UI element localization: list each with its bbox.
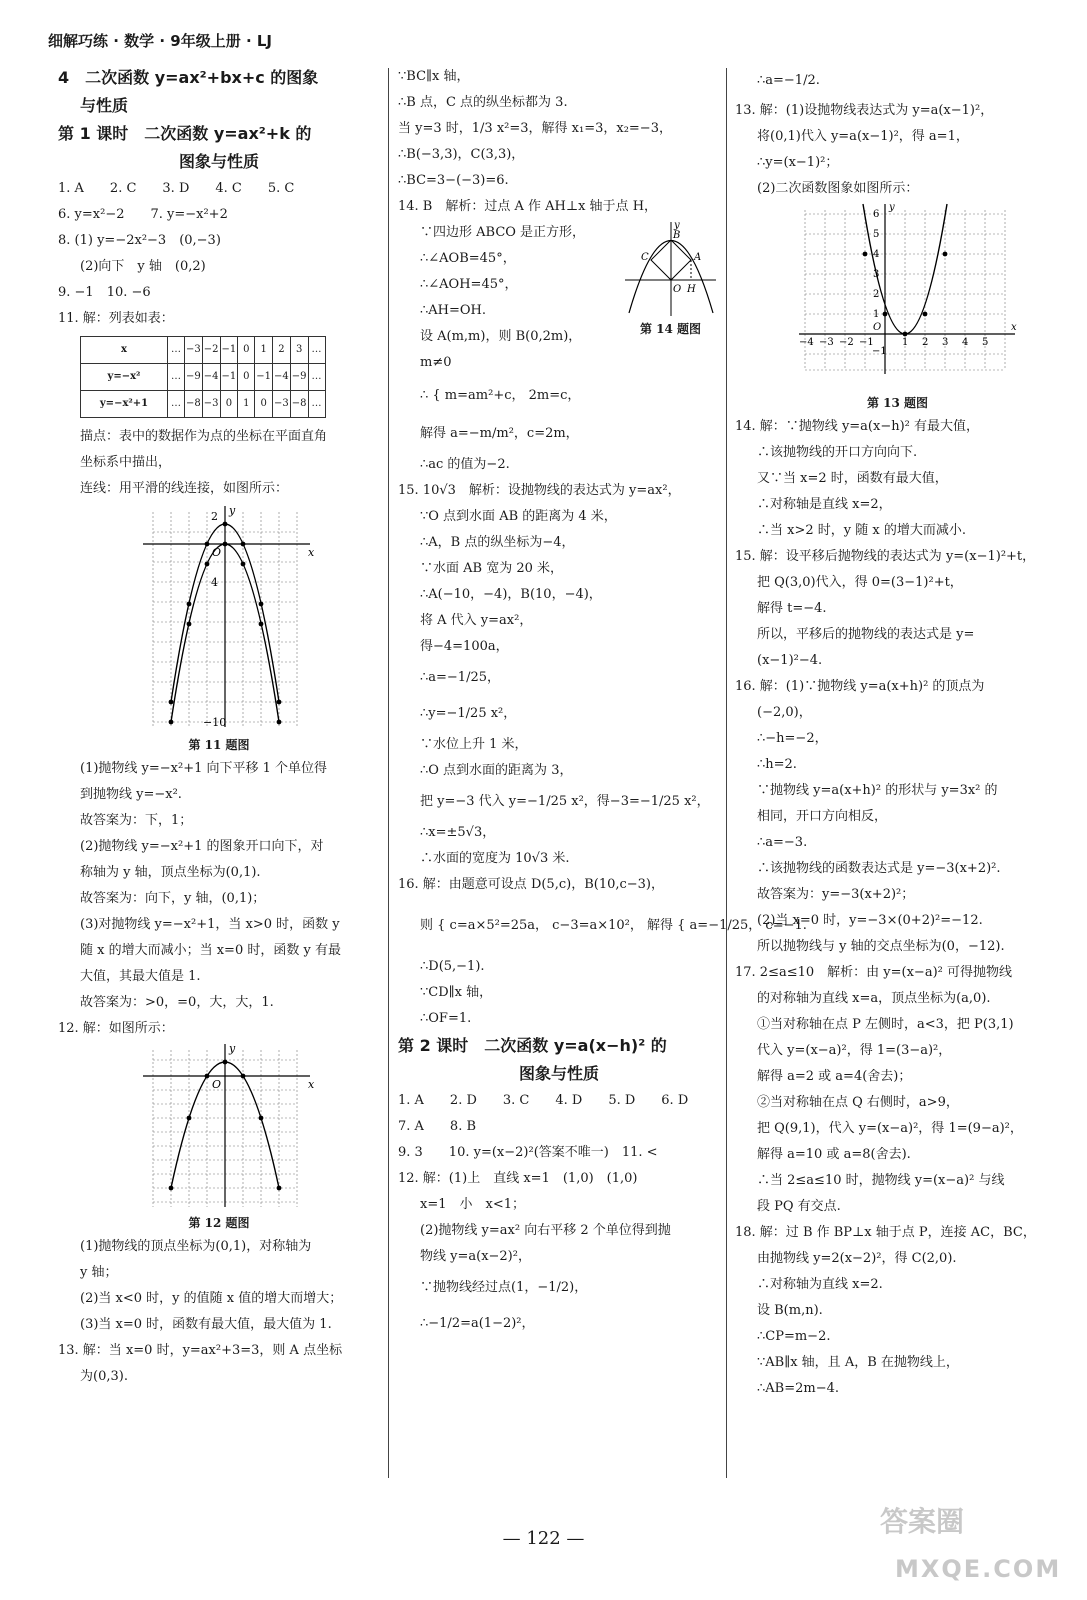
text-line: ∴该抛物线的开口方向向下. (757, 445, 918, 460)
text-line: 1. A 2. D 3. C 4. D 5. D 6. D (398, 1093, 689, 1108)
text-line: ∵水面 AB 宽为 20 米， (420, 561, 564, 576)
figure-caption: 第 14 题图 (639, 322, 702, 336)
table-cell: −1 (255, 364, 273, 391)
text-line: m≠0 (420, 355, 452, 370)
text-line: 解得 a=−m/m²，c=2m， (420, 426, 579, 441)
text-line: 将(0,1)代入 y=a(x−1)²，得 a=1， (757, 129, 969, 144)
text-line: ∵AB∥x 轴，且 A，B 在抛物线上， (757, 1355, 959, 1370)
table-row (81, 337, 326, 364)
table-cell: −4 (202, 364, 220, 391)
table-cell: −9 (290, 364, 308, 391)
text-line: ∴y=−1/25 x²， (420, 706, 517, 721)
text-line: 相同，开口方向相反， (757, 809, 888, 824)
text-line: ∴AB=2m−4. (757, 1381, 839, 1396)
text-line: (3)当 x=0 时，函数有最大值，最大值为 1. (80, 1317, 332, 1332)
text-line: 13. 解：(1)设抛物线表达式为 y=a(x−1)²， (735, 103, 994, 118)
y-axis-label: y (229, 1042, 236, 1055)
page-header: 细解巧练 · 数学 · 9年级上册 · LJ (48, 32, 273, 50)
table-header: y=−x²+1 (81, 391, 168, 418)
origin-label: O (873, 322, 882, 333)
figure-caption: 第 11 题图 (188, 738, 250, 752)
text-line: ∴A，B 点的纵坐标为−4， (420, 535, 575, 550)
figure-12 (58, 1042, 380, 1212)
text-line: 9. −1 10. −6 (58, 285, 151, 300)
y-tick-label: 4 (873, 249, 880, 260)
text-line: 段 PQ 有交点. (757, 1199, 841, 1214)
text-line: 由抛物线 y=2(x−2)²，得 C(2,0). (757, 1251, 957, 1266)
text-line: 12. 解：如图所示： (58, 1021, 174, 1036)
table-cell: −1 (220, 364, 238, 391)
text-line: 所以，平移后的抛物线的表达式是 y= (757, 627, 975, 642)
text-line: ∴D(5,−1). (420, 959, 485, 974)
y-tick-label: 2 (211, 510, 218, 523)
text-line: ∴a=−1/2. (757, 73, 820, 88)
text-line: 设 B(m,n). (757, 1303, 823, 1318)
table-cell: … (308, 337, 325, 364)
table-cell: … (308, 364, 325, 391)
watermark-logo: 答案圈 (880, 1505, 965, 1538)
x-tick-label: −2 (839, 337, 854, 348)
text-line: (1)抛物线的顶点坐标为(0,1)，对称轴为 (80, 1239, 312, 1254)
y-tick-label: 5 (873, 229, 880, 240)
text-line: ∵抛物线经过点(1，−1/2)， (420, 1280, 588, 1295)
text-line: ∴AH=OH. (420, 303, 487, 318)
text-line: 故答案为：向下，y 轴，(0,1)； (80, 891, 266, 906)
table-cell: 0 (238, 364, 255, 391)
text-line: ∴ { m=am²+c， 2m=c， (420, 388, 581, 403)
text-line: ∴−1/2=a(1−2)²， (420, 1316, 535, 1331)
text-line: ∴ac 的值为−2. (420, 457, 510, 472)
text-line: 解得 a=10 或 a=8(舍去). (757, 1147, 911, 1162)
text-line: ∴x=±5√3， (420, 825, 496, 840)
point-label: B (673, 230, 681, 241)
text-line: ∴a=−3. (757, 835, 808, 850)
text-line: 故答案为：>0，=0，大，大，1. (80, 995, 274, 1010)
table-cell: −8 (290, 391, 308, 418)
point-label: O (673, 284, 682, 295)
text-line: (2)抛物线 y=ax² 向右平移 2 个单位得到抛 (420, 1223, 671, 1238)
x-tick-label: 1 (902, 337, 909, 348)
text-line: 7. A 8. B (398, 1119, 477, 1134)
text-line: ∴a=−1/25， (420, 670, 500, 685)
section-title: 4 二次函数 y=ax²+bx+c 的图象 (58, 68, 319, 87)
x-tick-label: 3 (942, 337, 949, 348)
text-line: 故答案为：y=−3(x+2)²； (757, 887, 915, 902)
figure-14 (623, 218, 718, 318)
text-line: 16. 解：由题意可设点 D(5,c)，B(10,c−3)， (398, 877, 665, 892)
text-line: ∴BC=3−(−3)=6. (398, 173, 509, 188)
text-line: ∴当 x>2 时，y 随 x 的增大而减小. (757, 523, 966, 538)
text-line: (3)对抛物线 y=−x²+1，当 x>0 时，函数 y (80, 917, 340, 932)
column-1 (58, 64, 380, 1390)
x-tick-label: −4 (799, 337, 814, 348)
y-tick-label: 3 (873, 269, 880, 280)
text-line: ∴−h=−2， (757, 731, 828, 746)
text-line: 称轴为 y 轴，顶点坐标为(0,1). (80, 865, 261, 880)
text-line: 设 A(m,m)，则 B(0,2m)， (420, 329, 582, 344)
text-line: ∴∠AOB=45°， (420, 251, 516, 266)
text-line: ②当对称轴在点 Q 右侧时，a>9， (757, 1095, 959, 1110)
text-line: ∴h=2. (757, 757, 797, 772)
table-cell: 0 (238, 337, 255, 364)
figure-14-wrap (623, 218, 718, 340)
text-line: y 轴； (80, 1265, 118, 1280)
figure-caption: 第 12 题图 (188, 1216, 250, 1230)
text-line: 把 y=−3 代入 y=−1/25 x²，得−3=−1/25 x²， (420, 794, 710, 809)
text-line: (−2,0)， (757, 705, 812, 720)
x-tick-label: 2 (922, 337, 929, 348)
text-line: ∴CP=m−2. (757, 1329, 831, 1344)
text-line: 得−4=100a， (420, 639, 509, 654)
x-axis-label: x (308, 1078, 315, 1091)
text-line: 代入 y=(x−a)²，得 1=(3−a)²， (757, 1043, 952, 1058)
table-cell: −1 (220, 337, 238, 364)
column-divider-2 (726, 68, 727, 1478)
lesson-title-cont: 图象与性质 (518, 1064, 599, 1083)
text-line: 14. 解：∵抛物线 y=a(x−h)² 有最大值， (735, 419, 980, 434)
page-number: — 122 — (502, 1528, 585, 1549)
text-line: 的对称轴为直线 x=a，顶点坐标为(a,0). (757, 991, 991, 1006)
value-table (80, 336, 326, 418)
text-line: 故答案为：下，1； (80, 813, 193, 828)
watermark-url: MXQE.COM (895, 1555, 1062, 1583)
table-cell: … (308, 391, 325, 418)
table-cell: 1 (238, 391, 255, 418)
text-line: (2)抛物线 y=−x²+1 的图象开口向下，对 (80, 839, 324, 854)
text-line: 16. 解：(1)∵抛物线 y=a(x+h)² 的顶点为 (735, 679, 985, 694)
x-axis-label: x (1011, 322, 1017, 333)
text-line: (1)抛物线 y=−x²+1 向下平移 1 个单位得 (80, 761, 328, 776)
text-line: 11. 解：列表如表： (58, 311, 174, 326)
x-axis-label: x (308, 546, 315, 559)
text-line: ∴B(−3,3)，C(3,3)， (398, 147, 525, 162)
table-cell: 3 (290, 337, 308, 364)
text-line: ∴对称轴为直线 x=2. (757, 1277, 883, 1292)
text-line: 则 { c=a×5²=25a， c−3=a×10²， 解得 { a=−1/25， c=−1. (420, 918, 807, 933)
text-line: ∴对称轴是直线 x=2， (757, 497, 892, 512)
table-cell: … (168, 391, 185, 418)
table-header: x (81, 337, 168, 364)
table-cell: −3 (185, 337, 203, 364)
y-tick-label: −10 (203, 716, 227, 729)
y-axis-label: y (674, 220, 680, 231)
x-tick-label: −1 (859, 337, 874, 348)
text-line: (2)二次函数图象如图所示： (757, 181, 919, 196)
y-axis-label: y (889, 202, 895, 213)
x-tick-label: 4 (962, 337, 969, 348)
table-row (81, 364, 326, 391)
lesson-title: 第 1 课时 二次函数 y=ax²+k 的 (58, 124, 312, 143)
table-cell: … (168, 364, 185, 391)
text-line: 把 Q(9,1)，代入 y=(x−a)²，得 1=(9−a)²， (757, 1121, 1023, 1136)
x-tick-label: −3 (819, 337, 834, 348)
point-label: C (641, 252, 649, 263)
text-line: ①当对称轴在点 P 左侧时，a<3，把 P(3,1) (757, 1017, 1014, 1032)
figure-11 (58, 502, 380, 734)
x-tick-label: 5 (982, 337, 989, 348)
text-line: ∴该抛物线的函数表达式是 y=−3(x+2)². (757, 861, 1001, 876)
text-line: (x−1)²−4. (757, 653, 823, 668)
origin-label: O (212, 1078, 222, 1091)
table-cell: 2 (273, 337, 291, 364)
figure-13 (735, 202, 1060, 392)
table-cell: 0 (255, 391, 273, 418)
text-line: ∴O 点到水面的距离为 3， (420, 763, 573, 778)
text-line: 物线 y=a(x−2)²， (420, 1249, 531, 1264)
figure-caption: 第 13 题图 (866, 396, 929, 410)
text-line: 解得 t=−4. (757, 601, 827, 616)
table-row (81, 391, 326, 418)
text-line: 15. 解：设平移后抛物线的表达式为 y=(x−1)²+t， (735, 549, 1036, 564)
text-line: 8. (1) y=−2x²−3 (0,−3) (58, 233, 221, 248)
text-line: 又∵当 x=2 时，函数有最大值， (757, 471, 948, 486)
text-line: 1. A 2. C 3. D 4. C 5. C (58, 181, 295, 196)
text-line: 17. 2≤a≤10 解析：由 y=(x−a)² 可得抛物线 (735, 965, 1012, 980)
text-line: 解得 a=2 或 a=4(舍去)； (757, 1069, 912, 1084)
text-line: 13. 解：当 x=0 时，y=ax²+3=3，则 A 点坐标 (58, 1343, 343, 1358)
table-header: y=−x² (81, 364, 168, 391)
y-axis-label: y (229, 504, 236, 517)
table-cell: −8 (185, 391, 203, 418)
text-line: 随 x 的增大而减小；当 x=0 时，函数 y 有最 (80, 943, 341, 958)
table-cell: −4 (273, 364, 291, 391)
text-line: ∵四边形 ABCO 是正方形， (420, 225, 586, 240)
text-line: 大值，其最大值是 1. (80, 969, 201, 984)
table-cell: −3 (202, 391, 220, 418)
text-line: ∵CD∥x 轴， (420, 985, 493, 1000)
text-line: ∴水面的宽度为 10√3 米. (420, 851, 570, 866)
lesson-title-cont: 图象与性质 (178, 152, 259, 171)
text-line: (2)当 x=0 时，y=−3×(0+2)²=−12. (757, 913, 983, 928)
text-line: ∴∠AOH=45°， (420, 277, 518, 292)
text-line: (2)向下 y 轴 (0,2) (80, 259, 206, 274)
text-line: ∴y=(x−1)²； (757, 155, 839, 170)
table-cell: −9 (185, 364, 203, 391)
lesson-title: 第 2 课时 二次函数 y=a(x−h)² 的 (398, 1036, 667, 1055)
text-line: 到抛物线 y=−x². (80, 787, 182, 802)
column-divider-1 (388, 68, 389, 1478)
column-3 (735, 64, 1060, 1402)
table-cell: 0 (220, 391, 238, 418)
text-line: 连线：用平滑的线连接，如图所示： (80, 481, 289, 496)
y-tick-label: 4 (211, 576, 218, 589)
text-line: ∴当 2≤a≤10 时，抛物线 y=(x−a)² 与线 (757, 1173, 1005, 1188)
y-tick-label: 2 (873, 289, 880, 300)
table-cell: −2 (202, 337, 220, 364)
text-line: 将 A 代入 y=ax²， (420, 613, 533, 628)
text-line: 把 Q(3,0)代入，得 0=(3−1)²+t， (757, 575, 963, 590)
text-line: 描点：表中的数据作为点的坐标在平面直角 (80, 429, 328, 444)
point-label: A (694, 252, 702, 263)
text-line: ∵水位上升 1 米， (420, 737, 528, 752)
text-line: 18. 解：过 B 作 BP⊥x 轴于点 P，连接 AC，BC， (735, 1225, 1036, 1240)
text-line: ∴A(−10，−4)，B(10，−4)， (420, 587, 602, 602)
text-line: 所以抛物线与 y 轴的交点坐标为(0，−12). (757, 939, 1005, 954)
y-tick-label: −1 (872, 346, 887, 357)
text-line: ∴OF=1. (420, 1011, 472, 1026)
table-cell: −3 (273, 391, 291, 418)
text-line: x=1 小 x<1； (420, 1197, 525, 1212)
text-line: 9. 3 10. y=(x−2)²(答案不唯一) 11. < (398, 1145, 658, 1160)
text-line: 为(0,3). (80, 1369, 128, 1384)
text-line: 坐标系中描出， (80, 455, 172, 470)
text-line: 当 y=3 时，1/3 x²=3，解得 x₁=3，x₂=−3， (398, 121, 672, 136)
text-line: (2)当 x<0 时，y 的值随 x 值的增大而增大； (80, 1291, 343, 1306)
table-cell: 1 (255, 337, 273, 364)
text-line: 15. 10√3 解析：设抛物线的表达式为 y=ax²， (398, 483, 681, 498)
text-line: ∵O 点到水面 AB 的距离为 4 米， (420, 509, 617, 524)
origin-label: O (212, 546, 222, 559)
section-title-cont: 与性质 (80, 96, 129, 115)
text-line: ∵BC∥x 轴， (398, 69, 470, 84)
text-line: 12. 解：(1)上 直线 x=1 (1,0) (1,0) (398, 1171, 638, 1186)
y-tick-label: 6 (873, 209, 880, 220)
text-line: ∴B 点，C 点的纵坐标都为 3. (398, 95, 568, 110)
point-label: H (687, 284, 696, 295)
text-line: 6. y=x²−2 7. y=−x²+2 (58, 207, 228, 222)
text-line: ∵抛物线 y=a(x+h)² 的形状与 y=3x² 的 (757, 783, 998, 798)
y-tick-label: 1 (873, 309, 880, 320)
text-line: 14. B 解析：过点 A 作 AH⊥x 轴于点 H， (398, 199, 658, 214)
table-cell: … (168, 337, 185, 364)
